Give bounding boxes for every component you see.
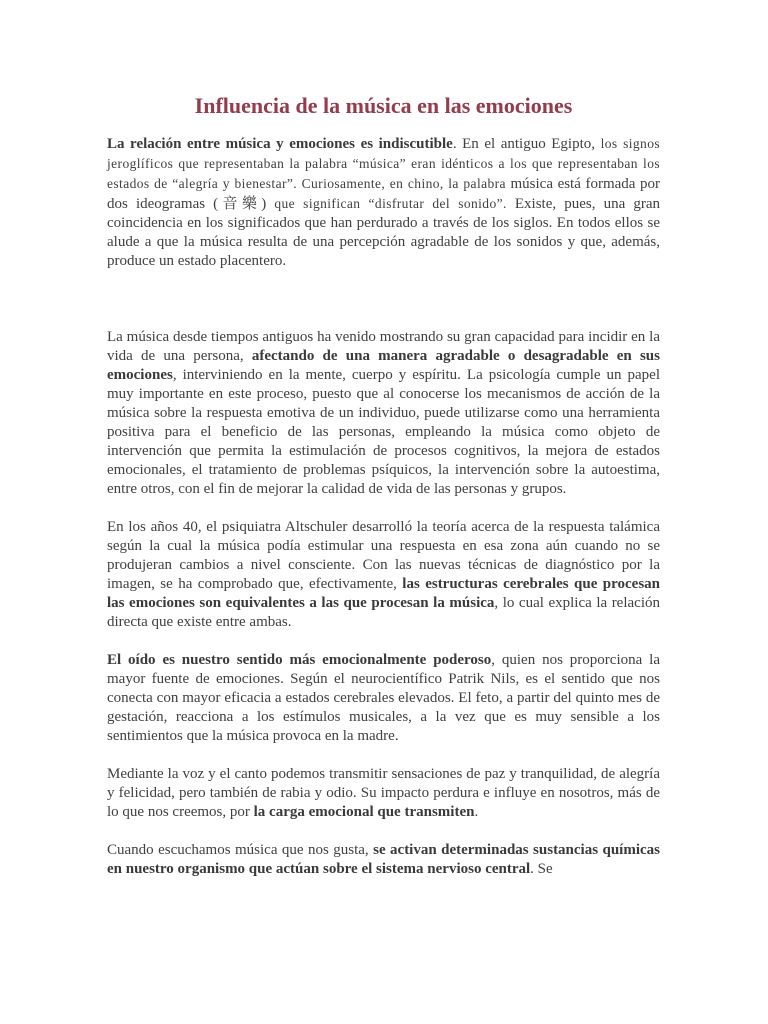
paragraph-text: . En el antiguo Egipto, [452,136,601,152]
spacer [107,271,660,328]
paragraph-hearing [107,651,660,746]
bold-phrase: la carga emocional que transmiten [253,804,475,820]
paragraph-text: Mediante la voz y el canto podemos transmitir sensaciones de paz y tranquilidad, de alegría y felicidad, pero también de rabia y odio. Su impacto perdura e influye en nosotros, más de lo que nos creemos, por [107,766,660,820]
bold-phrase: La relación entre música y emociones es indiscutible [107,136,453,152]
document-title: Influencia de la música en las emociones [194,93,573,118]
paragraph-chemistry [107,841,660,879]
chinese-ideograms: 音樂 [218,196,262,212]
spacer [107,499,660,518]
paragraph-text: música está formada por dos ideogramas ( [107,176,660,212]
paragraph-text: La música desde tiempos antiguos ha venido mostrando su gran capacidad para incidir en la vida de una persona, [107,329,660,364]
paragraph-text: los signos jeroglíficos que representaban la palabra “música” eran idénticos a los que representaban los estados de “alegría y bienestar”. Curiosamente, en chino, la palabra [107,136,661,191]
paragraph-intro [107,134,660,271]
bold-phrase: se activan determinadas sustancias químicas en nuestro organismo que actúan sobre el sistema nervioso central [107,842,661,877]
bold-phrase: El oído es nuestro sentido más emocionalmente poderoso [107,652,492,668]
spacer [107,632,660,651]
paragraph-text: , lo cual explica la relación directa que existe entre ambas. [107,595,660,630]
paragraph-text: Cuando escuchamos música que nos gusta, [107,842,374,858]
document-page [107,92,660,879]
paragraph-text: . Se [530,861,553,877]
paragraph-text: , interviniendo en la mente, cuerpo y espíritu. La psicología cumple un papel muy importante en este proceso, puesto que al conocerse los mecanismos de acción de la música sobre la respuesta emotiva de un individuo, puede utilizarse como una herramienta positiva para el beneficio de las personas, empleando la música como objeto de intervención que permita la estimulación de procesos cognitivos, la mejora de estados emocionales, el tratamiento de problemas psíquicos, la intervención sobre la autoestima, entre otros, con el fin de mejorar la calidad de vida de las personas y grupos. [107,367,660,497]
paragraph-altschuler [107,518,660,632]
paragraph-voice [107,765,660,822]
spacer [107,746,660,765]
bold-phrase: afectando de una manera agradable o desagradable en sus emociones [107,348,660,383]
paragraph-text: Existe, pues, una gran coincidencia en los significados que han perdurado a través de los siglos. En todos ellos se alude a que la música resulta de una percepción agradable de los sonidos y que, además, produce un estado placentero. [107,196,660,269]
spacer [107,822,660,841]
paragraph-text: , quien nos proporciona la mayor fuente de emociones. Según el neurocientífico Patrik Nils, es el sentido que nos conecta con mayor eficacia a estados cerebrales elevados. El feto, a partir del quinto mes de gestación, reacciona a los estímulos musicales, a la vez que es muy sensible a los sentimientos que la música provoca en la madre. [107,652,660,744]
paragraph-music-history [107,328,660,499]
bold-phrase: las estructuras cerebrales que procesan las emociones son equivalentes a las que procesan la música [107,576,660,611]
paragraph-text: . [474,804,479,820]
paragraph-text: que significan “disfrutar del sonido”. [274,196,507,211]
paragraph-text: ) [261,196,275,212]
paragraph-text: En los años 40, el psiquiatra Altschuler desarrolló la teoría acerca de la respuesta talámica según la cual la música podía estimular una respuesta en esa zona aún cuando no se produjeran cambios a nivel consciente. Con las nuevas técnicas de diagnóstico por la imagen, se ha comprobado que, efectivamente, [107,519,660,592]
